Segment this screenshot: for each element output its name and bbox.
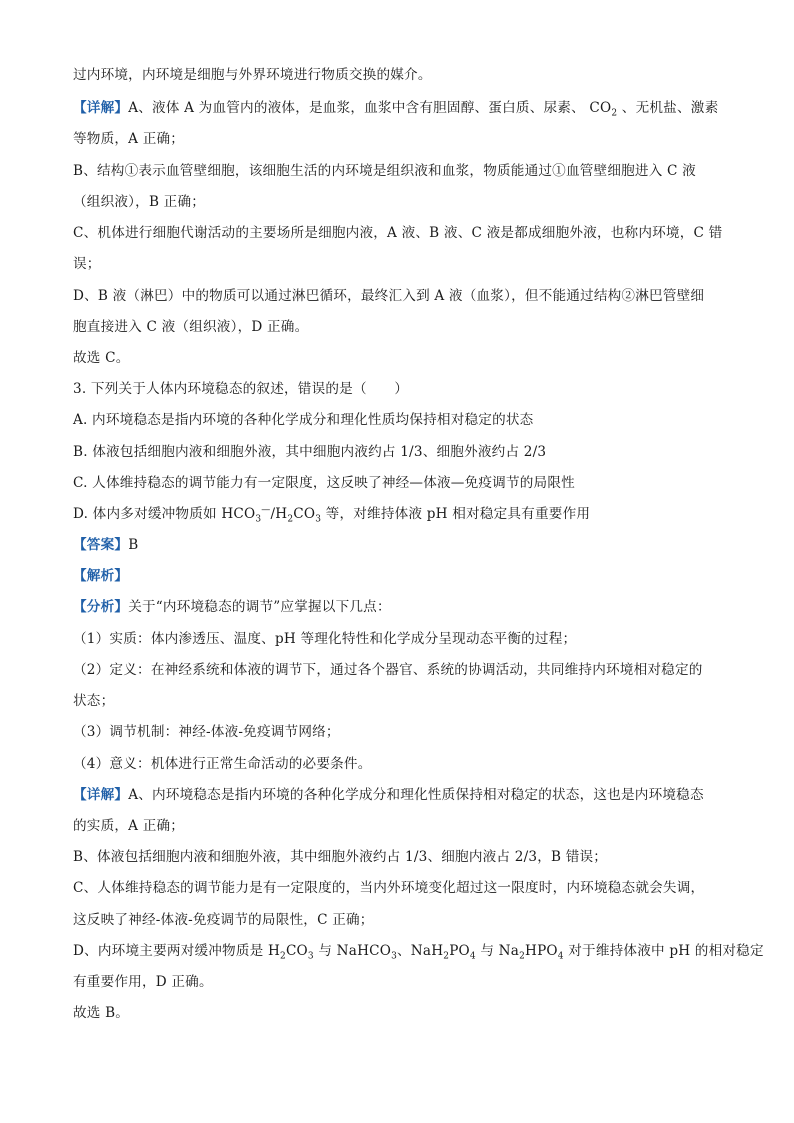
text-span: CO: [285, 943, 308, 959]
answer-value: B: [128, 537, 139, 553]
text-line: （组织液），B 正确；: [73, 194, 206, 210]
answer-tag: 【答案】: [73, 537, 129, 553]
text-span: HPO: [525, 943, 558, 959]
text-line: C、机体进行细胞代谢活动的主要场所是细胞内液，A 液、B 液、C 液是都成细胞外液，也称内环境，C 错: [73, 225, 723, 241]
option-d: [73, 505, 590, 523]
subscript: 2: [519, 951, 526, 962]
text-line: C、人体维持稳态的调节能力是有一定限度的，当内外环境变化超过这一限度时，内环境稳态就会失调，: [73, 880, 705, 896]
analysis-sub-tag: 【分析】: [73, 599, 129, 615]
text-span: /H: [270, 506, 288, 522]
option-a: A. 内环境稳态是指内环境的各种化学成分和理化性质均保持相对稳定的状态: [73, 412, 534, 428]
text-line: 故选 C。: [73, 350, 130, 366]
text-line: 状态；: [73, 693, 115, 709]
text-span: 等，对维持体液 pH 相对稳定具有重要作用: [321, 506, 591, 522]
analysis-heading: [73, 567, 128, 585]
text-line: 等物质，A 正确；: [73, 131, 185, 147]
text-line: 过内环境，内环境是细胞与外界环境进行物质交换的媒介。: [73, 67, 432, 83]
text-line: （4）意义：机体进行正常生命活动的必要条件。: [73, 756, 372, 772]
subscript: 3: [307, 951, 314, 962]
subscript: 2: [287, 514, 294, 525]
text-span: 、无机盐、激素: [617, 100, 719, 116]
subscript: 3: [315, 514, 322, 525]
text-span: A、内环境稳态是指内环境的各种化学成分和理化性质保持相对稳定的状态，这也是内环境稳态: [128, 787, 704, 803]
detail-tag: 【详解】: [73, 100, 129, 116]
text-line: B、体液包括细胞内液和细胞外液，其中细胞外液约占 1/3、细胞内液占 2/3，B 错误；: [73, 849, 608, 865]
text-line: 有重要作用，D 正确。: [73, 974, 213, 990]
subscript: 4: [469, 951, 476, 962]
option-b: B. 体液包括细胞内液和细胞外液，其中细胞内液约占 1/3、细胞外液约占 2/3: [73, 444, 547, 460]
text-span: D. 体内多对缓冲物质如 HCO: [73, 506, 256, 522]
subscript: 2: [280, 951, 286, 962]
text-line: [73, 942, 764, 960]
text-span: PO: [449, 943, 470, 959]
detail-tag: 【详解】: [73, 787, 129, 803]
analysis-intro: [73, 598, 391, 616]
text-line: 胞直接进入 C 液（组织液），D 正确。: [73, 319, 309, 335]
answer-line: [73, 536, 138, 554]
text-span: 、NaH: [397, 943, 444, 959]
subscript: 2: [611, 108, 618, 119]
subscript: 2: [443, 951, 450, 962]
text-line: 故选 B。: [73, 1005, 130, 1021]
option-c: C. 人体维持稳态的调节能力有一定限度，这反映了神经—体液—免疫调节的局限性: [73, 475, 575, 491]
text-line: D、B 液（淋巴）中的物质可以通过淋巴循环，最终汇入到 A 液（血浆），但不能通过结构②淋巴管壁细: [73, 288, 705, 304]
text-span: 与 NaHCO: [313, 943, 392, 959]
text-span: 与 Na: [475, 943, 520, 959]
text-line: 误；: [73, 256, 101, 272]
text-line: 这反映了神经-体液-免疫调节的局限性，C 正确；: [73, 912, 374, 928]
text-span: 关于“内环境稳态的调节”应掌握以下几点：: [128, 599, 391, 615]
text-span: D、内环境主要两对缓冲物质是 H: [73, 943, 280, 959]
text-line: B、结构①表示血管壁细胞，该细胞生活的内环境是组织液和血浆，物质能通过①血管壁细胞进入 C 液: [73, 163, 696, 179]
detail-paragraph: [73, 99, 718, 117]
text-line: 的实质，A 正确；: [73, 818, 185, 834]
text-line: （3）调节机制：神经-体液-免疫调节网络；: [73, 724, 340, 740]
subscript: 3: [391, 951, 398, 962]
text-span: A、液体 A 为血管内的液体，是血浆，血浆中含有胆固醇、蛋白质、尿素、 CO: [128, 100, 612, 116]
subscript: 4: [557, 951, 564, 962]
question-stem: 3. 下列关于人体内环境稳态的叙述，错误的是（ ）: [73, 381, 409, 397]
text-line: （1）实质：体内渗透压、温度、pH 等理化特性和化学成分呈现动态平衡的过程；: [73, 631, 577, 647]
analysis-tag: 【解析】: [73, 568, 129, 584]
superscript: —: [261, 505, 271, 516]
subscript: 3: [255, 514, 262, 525]
text-span: 对于维持体液中 pH 的相对稳定: [563, 943, 764, 959]
text-line: （2）定义：在神经系统和体液的调节下，通过各个器官、系统的协调活动，共同维持内环境相对稳定的: [73, 662, 703, 678]
detail-paragraph: [73, 786, 704, 804]
text-span: CO: [293, 506, 316, 522]
